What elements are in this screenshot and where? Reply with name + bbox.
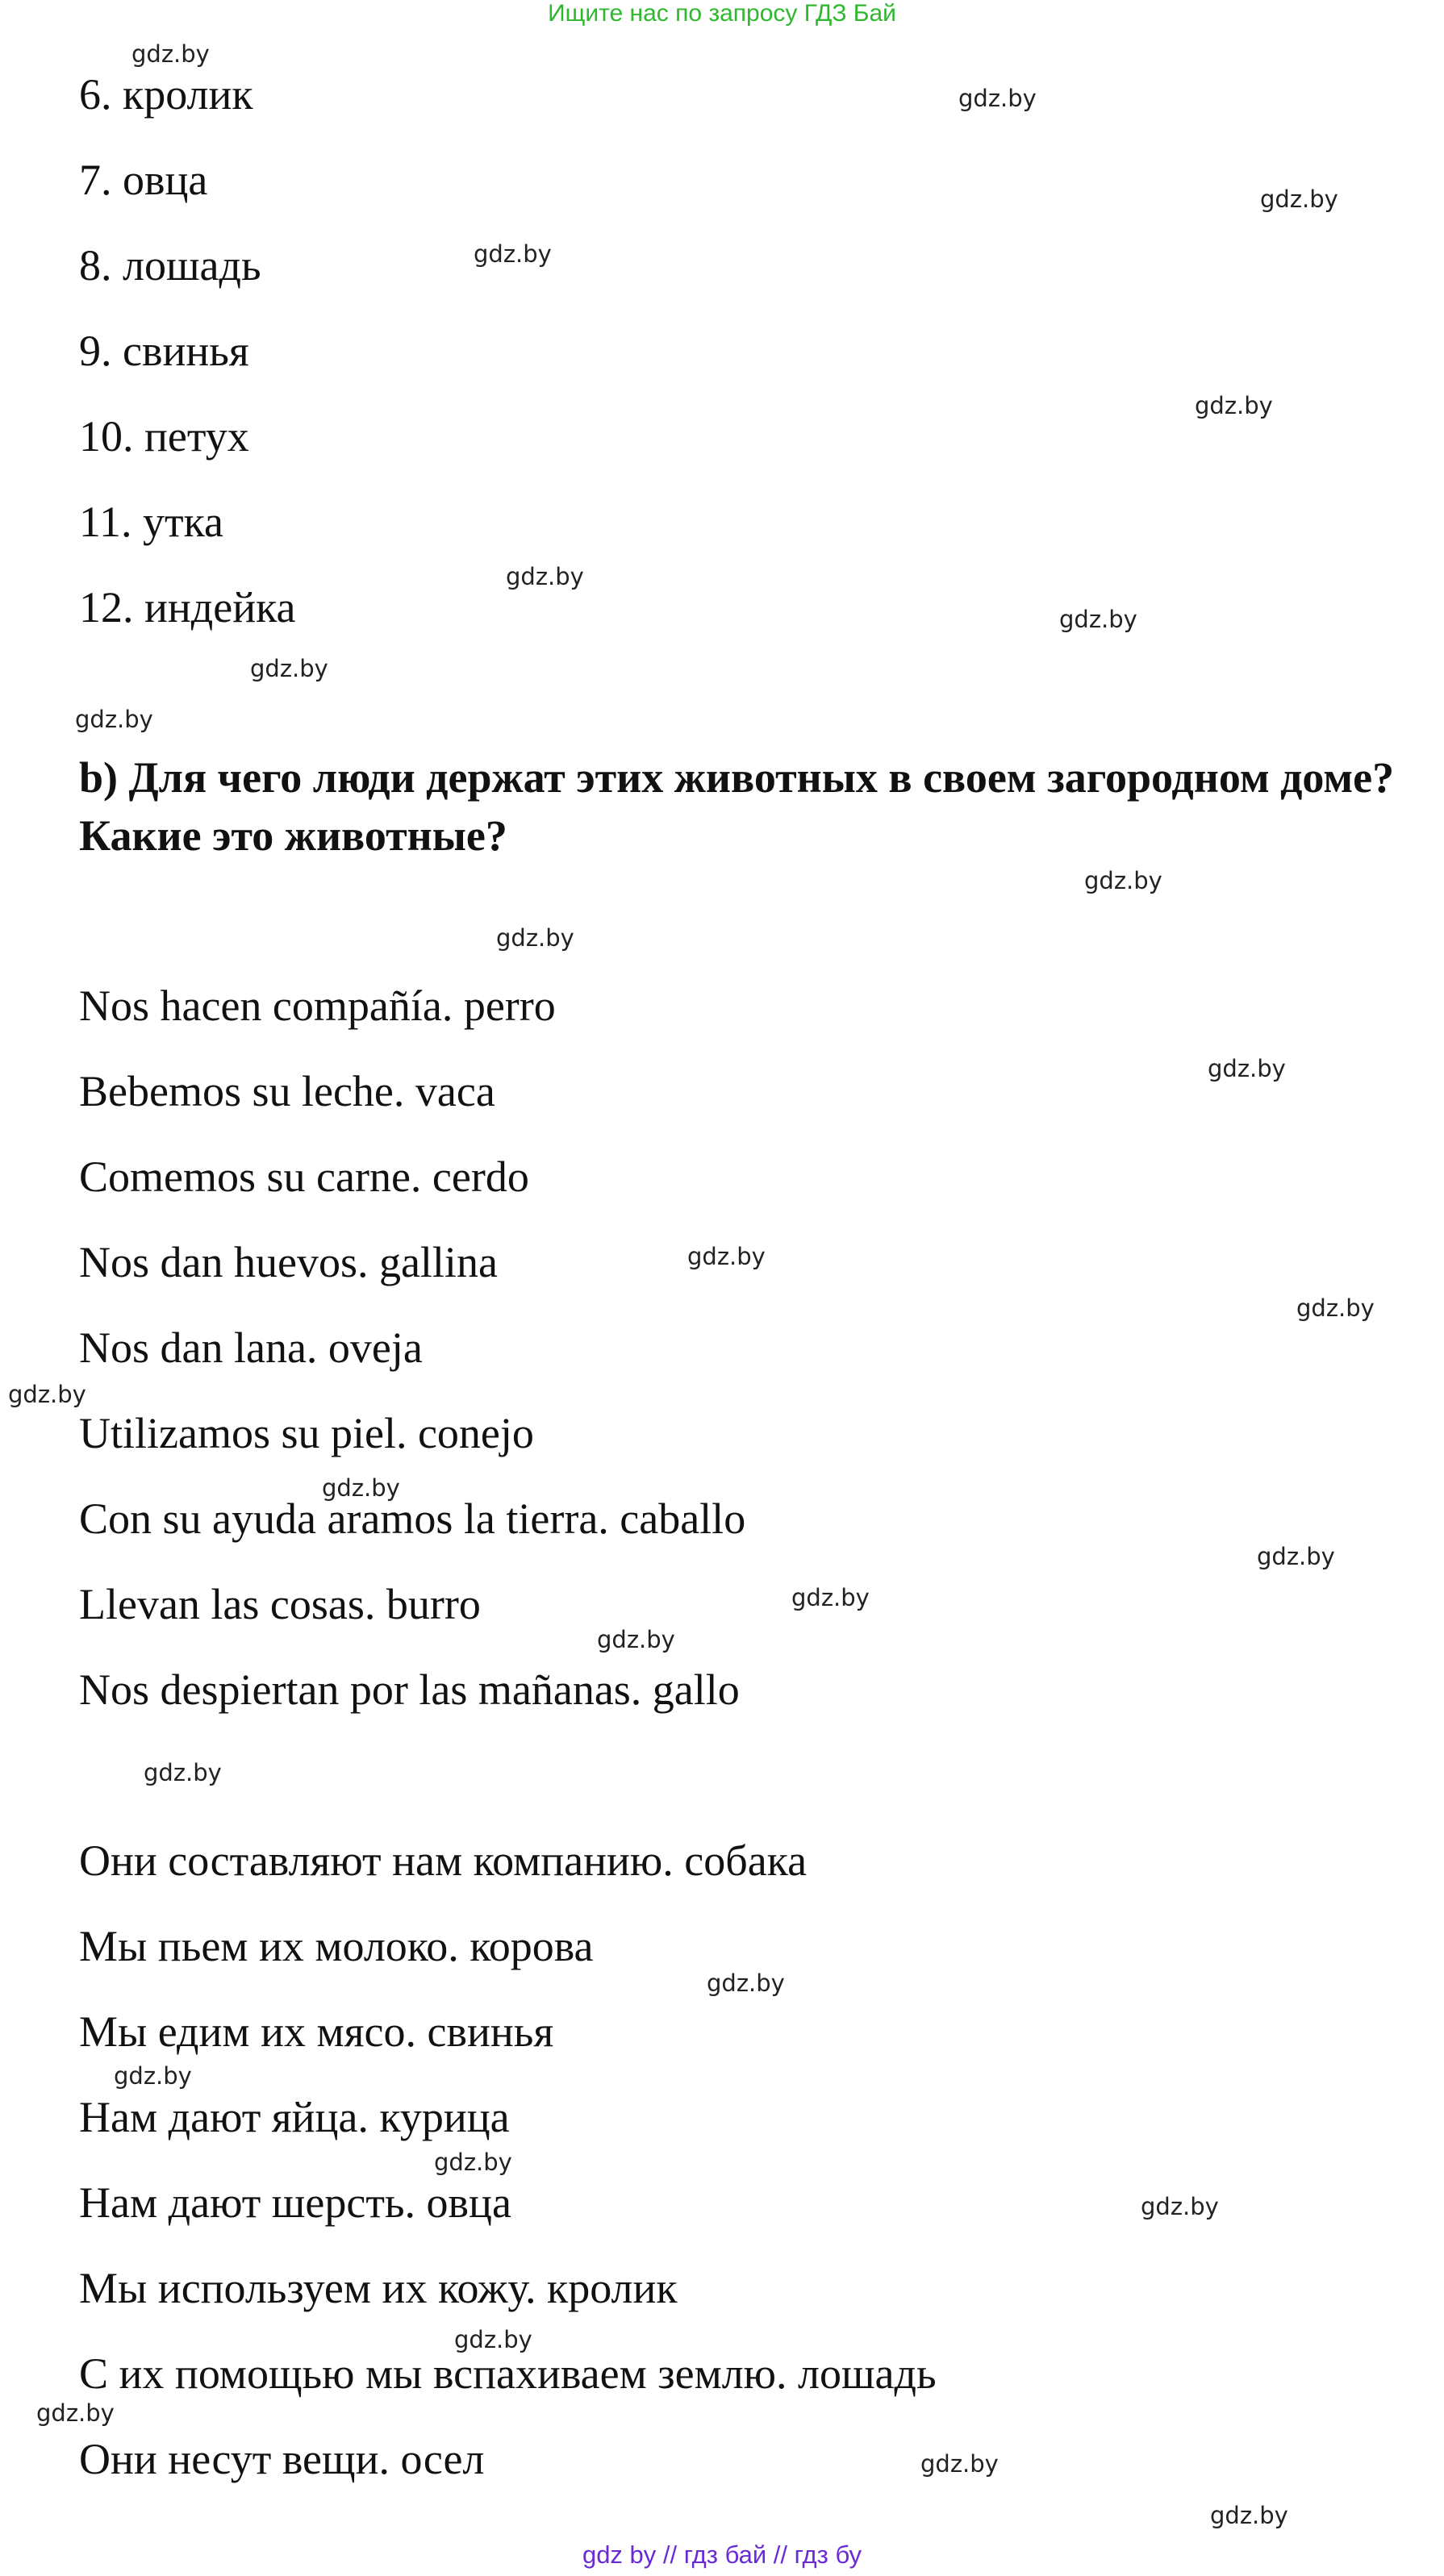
watermark: gdz.by bbox=[791, 1584, 870, 1611]
watermark: gdz.by bbox=[958, 85, 1037, 112]
watermark: gdz.by bbox=[1208, 1055, 1286, 1082]
watermark: gdz.by bbox=[1257, 1543, 1335, 1570]
watermark: gdz.by bbox=[707, 1970, 785, 1997]
list-item: 10. петух bbox=[79, 412, 249, 461]
watermark: gdz.by bbox=[144, 1759, 222, 1786]
watermark: gdz.by bbox=[36, 2399, 115, 2427]
spanish-answer-line: Nos despiertan por las mañanas. gallo bbox=[79, 1665, 740, 1714]
list-item: 9. свинья bbox=[79, 327, 249, 375]
list-item: 12. индейка bbox=[79, 583, 296, 631]
spanish-answer-line: Utilizamos su piel. conejo bbox=[79, 1409, 534, 1457]
watermark: gdz.by bbox=[474, 240, 552, 268]
watermark: gdz.by bbox=[687, 1243, 766, 1270]
watermark: gdz.by bbox=[1195, 392, 1273, 419]
watermark: gdz.by bbox=[8, 1381, 86, 1408]
watermark: gdz.by bbox=[496, 924, 574, 952]
russian-answer-line: Они составляют нам компанию. собака bbox=[79, 1836, 808, 1885]
russian-answer-line: Мы используем их кожу. кролик bbox=[79, 2264, 678, 2312]
watermark: gdz.by bbox=[1059, 606, 1137, 633]
spanish-answer-line: Nos hacen compañía. perro bbox=[79, 982, 556, 1030]
watermark: gdz.by bbox=[1141, 2193, 1219, 2220]
watermark: gdz.by bbox=[75, 706, 153, 733]
watermark: gdz.by bbox=[1296, 1294, 1375, 1322]
russian-answer-line: Они несут вещи. осел bbox=[79, 2435, 485, 2483]
watermark: gdz.by bbox=[131, 40, 210, 68]
list-item: 6. кролик bbox=[79, 70, 253, 119]
watermark: gdz.by bbox=[250, 655, 328, 682]
watermark: gdz.by bbox=[1084, 867, 1162, 894]
russian-answer-line: Нам дают яйца. курица bbox=[79, 2093, 510, 2141]
watermark: gdz.by bbox=[920, 2450, 999, 2478]
spanish-answer-line: Con su ayuda aramos la tierra. caballo bbox=[79, 1494, 746, 1543]
watermark: gdz.by bbox=[322, 1474, 400, 1502]
watermark: gdz.by bbox=[1210, 2502, 1288, 2529]
spanish-answer-line: Llevan las cosas. burro bbox=[79, 1580, 481, 1628]
spanish-answer-line: Bebemos su leche. vaca bbox=[79, 1067, 495, 1115]
watermark: gdz.by bbox=[597, 1626, 675, 1653]
list-item: 8. лошадь bbox=[79, 241, 261, 290]
section-heading: b) Для чего люди держат этих животных в своем загородном доме? Какие это животные? bbox=[79, 753, 1395, 860]
watermark: gdz.by bbox=[454, 2326, 532, 2353]
list-item: 7. овца bbox=[79, 156, 208, 204]
footer-sources: gdz by // гдз бай // гдз бу bbox=[582, 2541, 862, 2569]
list-item: 11. утка bbox=[79, 498, 223, 546]
watermark: gdz.by bbox=[434, 2149, 512, 2176]
spanish-answer-line: Nos dan huevos. gallina bbox=[79, 1238, 498, 1286]
search-hint-banner: Ищите нас по запросу ГДЗ Бай bbox=[548, 0, 896, 27]
russian-answer-line: Мы едим их мясо. свинья bbox=[79, 2007, 554, 2056]
spanish-answer-line: Nos dan lana. oveja bbox=[79, 1323, 423, 1372]
russian-answer-line: Нам дают шерсть. овца bbox=[79, 2178, 511, 2227]
russian-answer-line: Мы пьем их молоко. корова bbox=[79, 1922, 594, 1970]
watermark: gdz.by bbox=[506, 563, 584, 590]
spanish-answer-line: Comemos su carne. cerdo bbox=[79, 1153, 529, 1201]
watermark: gdz.by bbox=[114, 2062, 192, 2090]
watermark: gdz.by bbox=[1260, 185, 1338, 213]
russian-answer-line: С их помощью мы вспахиваем землю. лошадь bbox=[79, 2349, 937, 2398]
